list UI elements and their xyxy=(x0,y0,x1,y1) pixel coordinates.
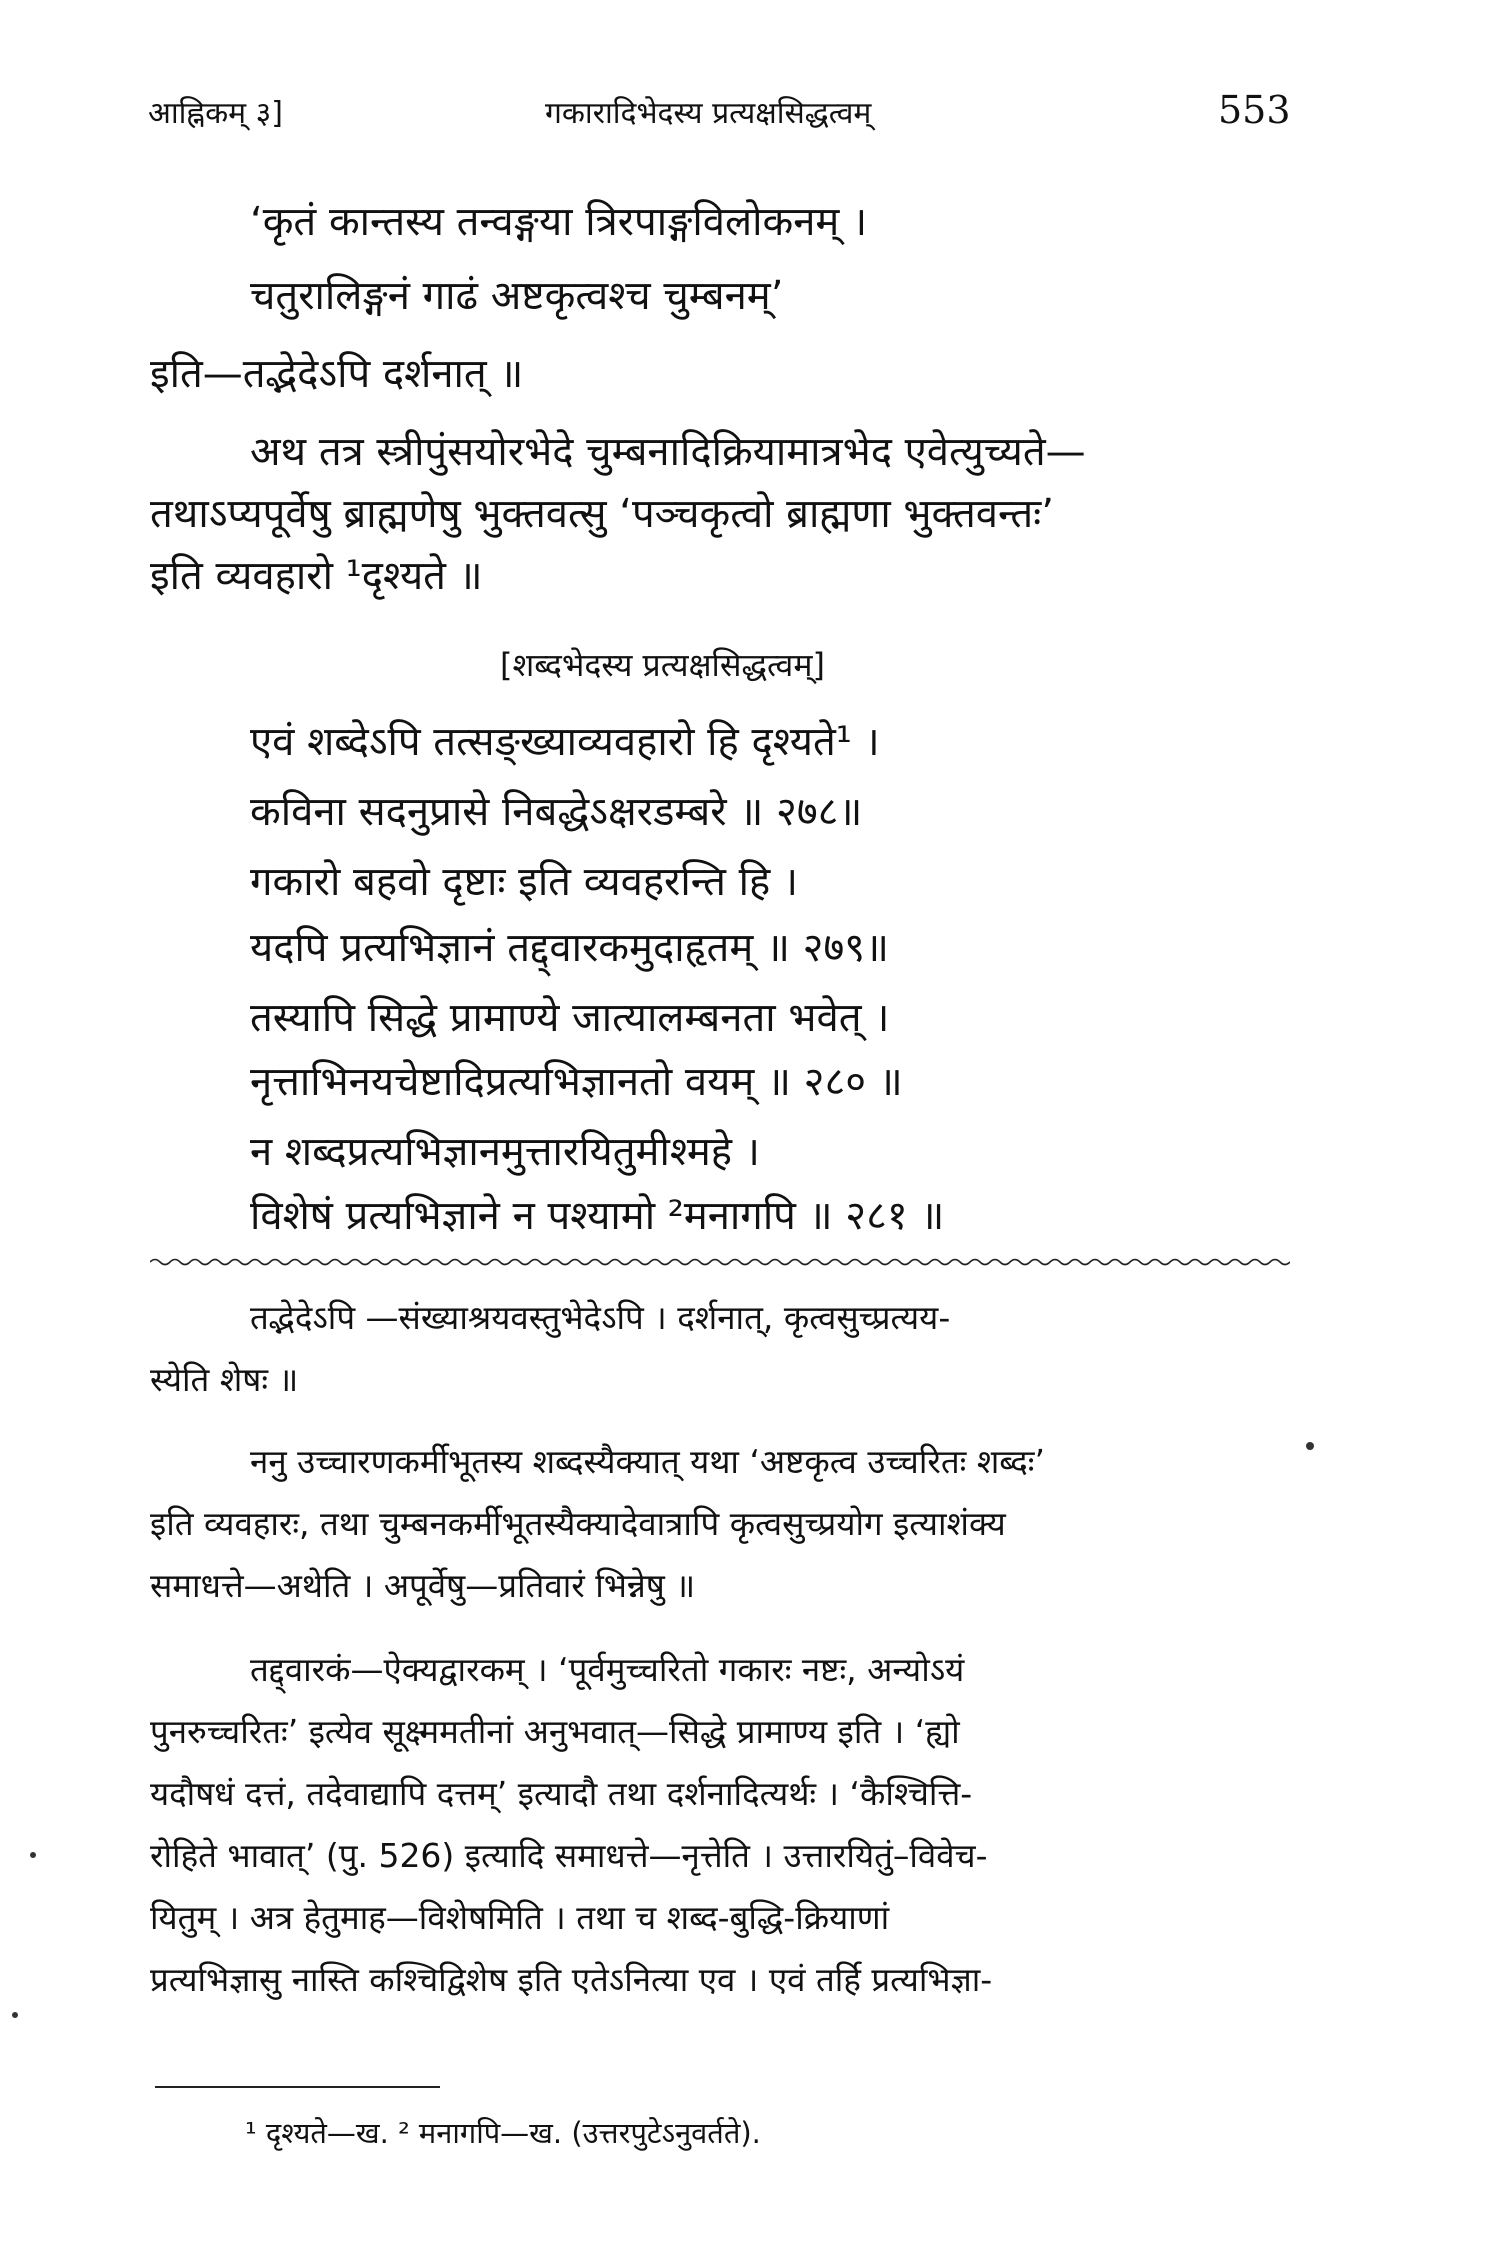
verse-line: चतुरालिङ्गनं गाढं अष्टकृत्वश्च चुम्बनम्’ xyxy=(250,273,784,319)
commentary-line: पुनरुच्चरितः’ इत्येव सूक्ष्ममतीनां अनुभवात्—सिद्धे प्रामाण्य इति । ‘ह्यो xyxy=(150,1712,960,1751)
chapter-label: आह्निकम् ३] xyxy=(148,96,283,131)
verse-line: एवं शब्देऽपि तत्सङ्ख्याव्यवहारो हि दृश्यते¹ । xyxy=(250,719,880,765)
margin-dot xyxy=(1306,1442,1314,1450)
verse-line: गकारो बहवो दृष्टाः इति व्यवहरन्ति हि । xyxy=(250,859,799,905)
commentary-line: स्येति शेषः ॥ xyxy=(150,1360,299,1399)
verse-line: नृत्ताभिनयचेष्टादिप्रत्यभिज्ञानतो वयम् ॥ २८० ॥ xyxy=(250,1059,903,1105)
verse-line: न शब्दप्रत्यभिज्ञानमुत्तारयितुमीश्महे । xyxy=(250,1129,760,1175)
margin-dot xyxy=(12,2012,18,2018)
prose-line: अथ तत्र स्त्रीपुंसयोरभेदे चुम्बनादिक्रियामात्रभेद एवेत्युच्यते— xyxy=(250,429,1086,475)
commentary-line: इति व्यवहारः, तथा चुम्बनकर्मीभूतस्यैक्यादेवात्रापि कृत्वसुच्प्रयोग इत्याशंक्य xyxy=(150,1504,1006,1543)
commentary-line: तद्द्वारकं—ऐक्यद्वारकम् । ‘पूर्वमुच्चरितो गकारः नष्टः, अन्योऽयं xyxy=(250,1650,965,1689)
page-number: 553 xyxy=(1218,88,1291,132)
commentary-line: तद्भेदेऽपि —संख्याश्रयवस्तुभेदेऽपि । दर्शनात्, कृत्वसुच्प्रत्यय- xyxy=(250,1298,951,1337)
prose-line: इति व्यवहारो ¹दृश्यते ॥ xyxy=(150,553,483,599)
footnote-line: ¹ दृश्यते—ख. ² मनागपि—ख. (उत्तरपुटेऽनुवर्तते). xyxy=(245,2116,761,2150)
commentary-line: प्रत्यभिज्ञासु नास्ति कश्चिद्विशेष इति एतेऽनित्या एव । एवं तर्हि प्रत्यभिज्ञा- xyxy=(150,1960,993,1999)
wavy-divider xyxy=(150,1256,1290,1268)
commentary-line: रोहिते भावात्’ (पु. 526) इत्यादि समाधत्ते—नृत्तेति । उत्तारयितुं–विवेच- xyxy=(150,1836,988,1875)
footnote-rule xyxy=(155,2086,440,2088)
prose-line: तथाऽप्यपूर्वेषु ब्राह्मणेषु भुक्तवत्सु ‘पञ्चकृत्वो ब्राह्मणा भुक्तवन्तः’ xyxy=(150,491,1054,537)
commentary-line: समाधत्ते—अथेति । अपूर्वेषु—प्रतिवारं भिन्नेषु ॥ xyxy=(150,1566,696,1605)
prose-line: इति—तद्भेदेऽपि दर्शनात् ॥ xyxy=(150,351,524,397)
verse-line: विशेषं प्रत्यभिज्ञाने न पश्यामो ²मनागपि ॥ २८१ ॥ xyxy=(250,1193,945,1239)
verse-line: यदपि प्रत्यभिज्ञानं तद्द्वारकमुदाहृतम् ॥ २७९॥ xyxy=(250,925,890,971)
running-title: गकारादिभेदस्य प्रत्यक्षसिद्धत्वम् xyxy=(545,96,872,131)
verse-line: ‘कृतं कान्तस्य तन्वङ्गया त्रिरपाङ्गविलोकनम् । xyxy=(250,199,868,245)
commentary-line: ननु उच्चारणकर्मीभूतस्य शब्दस्यैक्यात् यथा ‘अष्टकृत्व उच्चरितः शब्दः’ xyxy=(250,1442,1045,1481)
section-heading: [शब्दभेदस्य प्रत्यक्षसिद्धत्वम्] xyxy=(500,646,825,684)
margin-dot xyxy=(30,1852,36,1858)
verse-line: कविना सदनुप्रासे निबद्धेऽक्षरडम्बरे ॥ २७८॥ xyxy=(250,789,863,835)
commentary-line: यितुम् । अत्र हेतुमाह—विशेषमिति । तथा च शब्द-बुद्धि-क्रियाणां xyxy=(150,1898,890,1937)
verse-line: तस्यापि सिद्धे प्रामाण्ये जात्यालम्बनता भवेत् । xyxy=(250,995,890,1041)
commentary-line: यदौषधं दत्तं, तदेवाद्यापि दत्तम्’ इत्यादौ तथा दर्शनादित्यर्थः । ‘कैश्चित्ति- xyxy=(150,1774,973,1813)
